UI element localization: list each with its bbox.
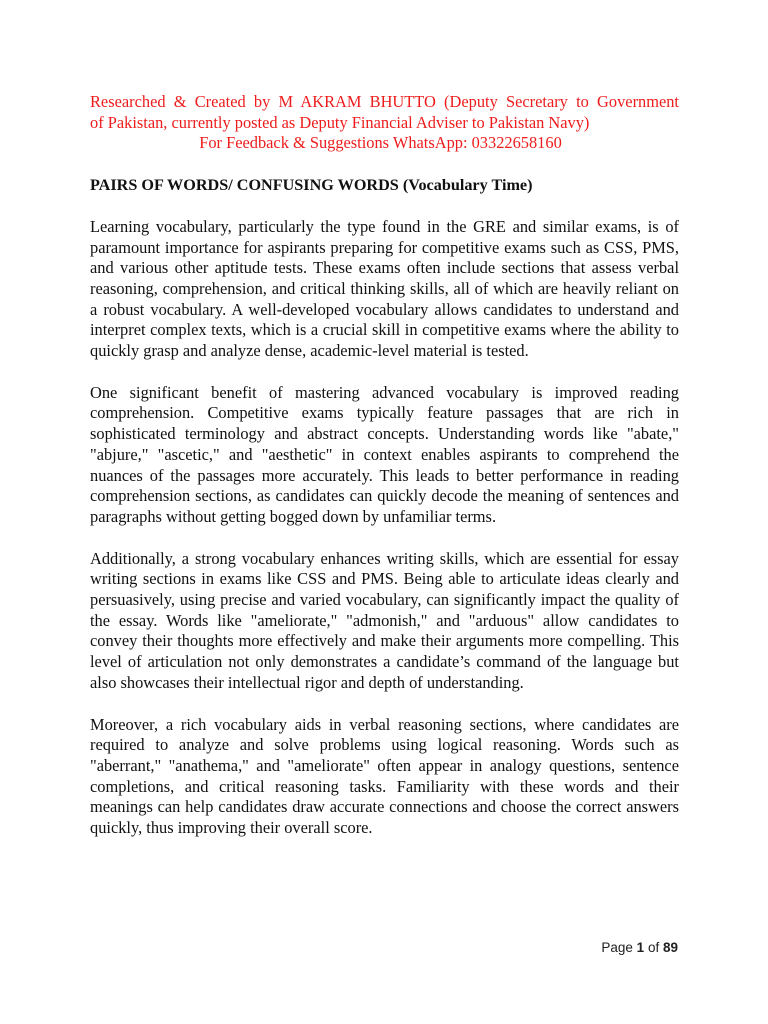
page-label: Page xyxy=(601,940,633,955)
paragraph-3: Additionally, a strong vocabulary enhances writing skills, which are essential for essay writing sections in exams like CSS and PMS. Being able to articulate ideas clearly and persuasively, using precise and varied vocabulary, can significantly impact the quality of the essay. Words like "ameliorate," "admonish," and "arduous" allow candidates to convey their thoughts more effectively and make their arguments more compelling. This level of articulation not only demonstrates a candidate’s command of the language but also showcases their intellectual rigor and depth of understanding. xyxy=(90,548,679,692)
author-header-line-2: of Pakistan, currently posted as Deputy Financial Adviser to Pakistan Navy) xyxy=(90,112,590,132)
of-label: of xyxy=(647,940,660,955)
author-header xyxy=(90,92,679,154)
author-header-line-1: Researched & Created by M AKRAM BHUTTO (Deputy Secretary to Government xyxy=(90,92,679,111)
page-content xyxy=(90,92,679,839)
page-footer xyxy=(601,940,678,955)
paragraph-1: Learning vocabulary, particularly the type found in the GRE and similar exams, is of paramount importance for aspirants preparing for competitive exams such as CSS, PMS, and various other aptitude tests. These exams often include sections that assess verbal reasoning, comprehension, and critical thinking skills, all of which are heavily reliant on a robust vocabulary. A well-developed vocabulary allows candidates to understand and interpret complex texts, which is a crucial skill in competitive exams where the ability to quickly grasp and analyze dense, academic-level material is tested. xyxy=(90,216,679,361)
document-title: PAIRS OF WORDS/ CONFUSING WORDS (Vocabulary Time) xyxy=(90,176,533,195)
paragraph-4: Moreover, a rich vocabulary aids in verbal reasoning sections, where candidates are required to analyze and solve problems using logical reasoning. Words such as "aberrant," "anathema," and "ameliorate" often appear in analogy questions, sentence completions, and critical reasoning tasks. Familiarity with these words and their meanings can help candidates draw accurate connections and choose the correct answers quickly, thus improving their overall score. xyxy=(90,714,679,838)
feedback-line: For Feedback & Suggestions WhatsApp: 03322658160 xyxy=(199,133,562,153)
page-number: 1 xyxy=(636,940,645,955)
paragraph-2: One significant benefit of mastering advanced vocabulary is improved reading comprehension. Competitive exams typically feature passages that are rich in sophisticated terminology and abstract concepts. Understanding words like "abate," "abjure," "ascetic," and "aesthetic" in context enables aspirants to comprehend the nuances of the passages more accurately. This leads to better performance in reading comprehension sections, as candidates can quickly decode the meaning of sentences and paragraphs without getting bogged down by unfamiliar terms. xyxy=(90,382,679,526)
total-pages: 89 xyxy=(662,940,678,955)
